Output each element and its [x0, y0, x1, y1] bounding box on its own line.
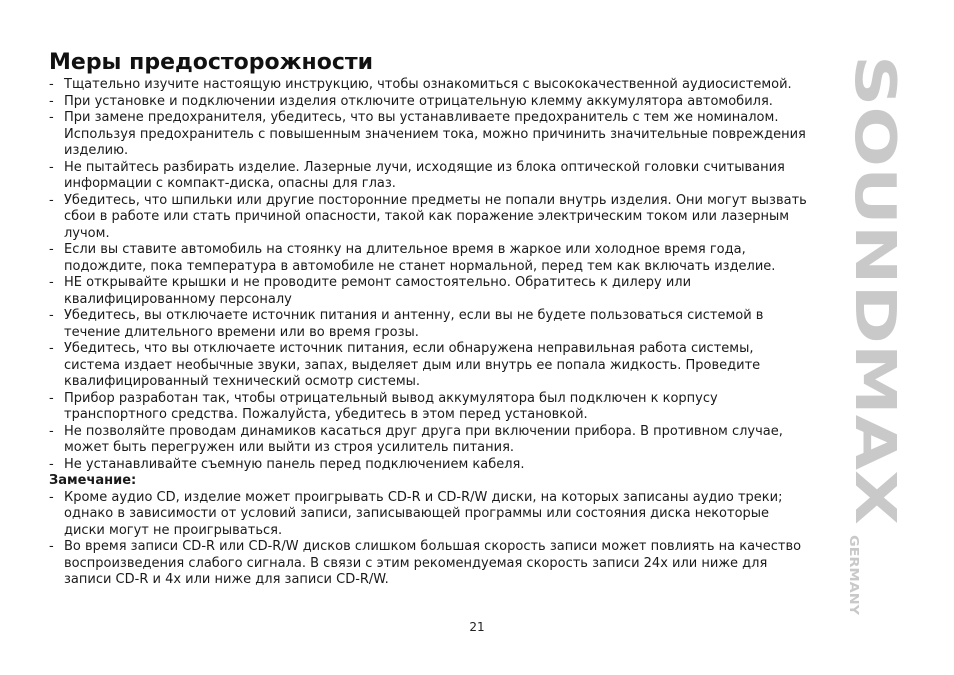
precaution-item — [49, 424, 809, 457]
precaution-item — [49, 94, 809, 111]
page-content — [49, 77, 809, 589]
bullet-marker: - — [49, 390, 54, 406]
page-title: Меры предосторожности — [49, 50, 374, 75]
note-heading: Замечание: — [49, 473, 137, 488]
bullet-marker: - — [49, 489, 54, 505]
bullet-marker: - — [49, 77, 54, 92]
precaution-item — [49, 391, 809, 424]
page-number: 21 — [469, 620, 485, 634]
precaution-item — [49, 308, 809, 341]
precaution-item — [49, 341, 809, 391]
bullet-marker: - — [49, 192, 54, 208]
precaution-item — [49, 242, 809, 275]
precaution-item-text: Тщательно изучите настоящую инструкцию, чтобы ознакомиться с высококачественной аудиосистемой. — [64, 77, 792, 92]
bullet-marker: - — [49, 539, 54, 554]
brand-logo — [840, 55, 915, 615]
precaution-item-text: Убедитесь, вы отключаете источник питания и антенну, если вы не будете пользоваться системой в течение длительного времени или во время грозы. — [64, 308, 764, 340]
precaution-item-text: Убедитесь, что вы отключаете источник питания, если обнаружена неправильная работа системы, система издает необычные звуки, запах, выделяет дым или внутрь ее попала жидкость. Проведите квалифицированный технический осмотр системы. — [64, 341, 761, 389]
precaution-item — [49, 160, 809, 193]
bullet-marker: - — [49, 275, 54, 290]
precaution-item-text: Прибор разработан так, чтобы отрицательный вывод аккумулятора был подключен к корпусу транспортного средства. Пожалуйста, убедитесь в этом перед установкой. — [64, 390, 718, 422]
precaution-item — [49, 77, 809, 94]
precaution-item-text: Не устанавливайте съемную панель перед подключением кабеля. — [64, 456, 525, 472]
precautions-list — [49, 77, 809, 473]
precaution-item — [49, 110, 809, 160]
note-item-text: Кроме аудио CD, изделие может проигрывать CD-R и CD-R/W диски, на которых записаны аудио треки; однако в зависимости от условий записи, записывающей программы или состояния диска некоторые диски могут не проигрываться. — [64, 489, 783, 538]
precaution-item-text: Убедитесь, что шпильки или другие посторонние предметы не попали внутрь изделия. Они могут вызвать сбои в работе или стать причиной опасности, такой как поражение электрическим током или лазерным лучом. — [64, 192, 807, 241]
precaution-item — [49, 193, 809, 243]
bullet-marker: - — [49, 242, 54, 257]
precaution-item-text: При замене предохранителя, убедитесь, что вы устанавливаете предохранитель с тем же номиналом. Используя предохранитель с повышенным значением тока, можно причинить значительные повреждения изделию. — [64, 110, 806, 158]
bullet-marker: - — [49, 159, 54, 175]
note-item — [49, 539, 809, 589]
precaution-item — [49, 275, 809, 308]
precaution-item-text: Не позволяйте проводам динамиков касаться друг друга при включении прибора. В противном случае, может быть перегружен или выйти из строя усилитель питания. — [64, 423, 783, 455]
note-item-text: Во время записи CD-R или CD-R/W дисков слишком большая скорость записи может повлиять на качество воспроизведения слабого сигнала. В связи с этим рекомендуемая скорость записи 24x или ниже для записи CD-R и 4x или ниже для записи CD-R/W. — [64, 539, 802, 587]
bullet-marker: - — [49, 110, 54, 125]
precaution-item-text: Если вы ставите автомобиль на стоянку на длительное время в жаркое или холодное время года, подождите, пока температура в автомобиле не станет нормальной, перед тем как включать изделие. — [64, 242, 776, 274]
brand-logo-subtext: GERMANY — [847, 535, 861, 603]
bullet-marker: - — [49, 93, 54, 109]
precaution-item-text: НЕ открывайте крышки и не проводите ремонт самостоятельно. Обратитесь к дилеру или квалифицированному персоналу — [64, 275, 692, 307]
note-item — [49, 490, 809, 540]
bullet-marker: - — [49, 308, 54, 323]
bullet-marker: - — [49, 456, 54, 472]
precaution-item-text: При установке и подключении изделия отключите отрицательную клемму аккумулятора автомобиля. — [64, 93, 773, 109]
brand-logo-text: SOUNDMAX — [842, 55, 907, 425]
bullet-marker: - — [49, 423, 54, 439]
precaution-item — [49, 457, 809, 474]
bullet-marker: - — [49, 341, 54, 356]
note-list — [49, 490, 809, 589]
precaution-item-text: Не пытайтесь разбирать изделие. Лазерные лучи, исходящие из блока оптической головки считывания информации с компакт-диска, опасны для глаз. — [64, 159, 785, 191]
